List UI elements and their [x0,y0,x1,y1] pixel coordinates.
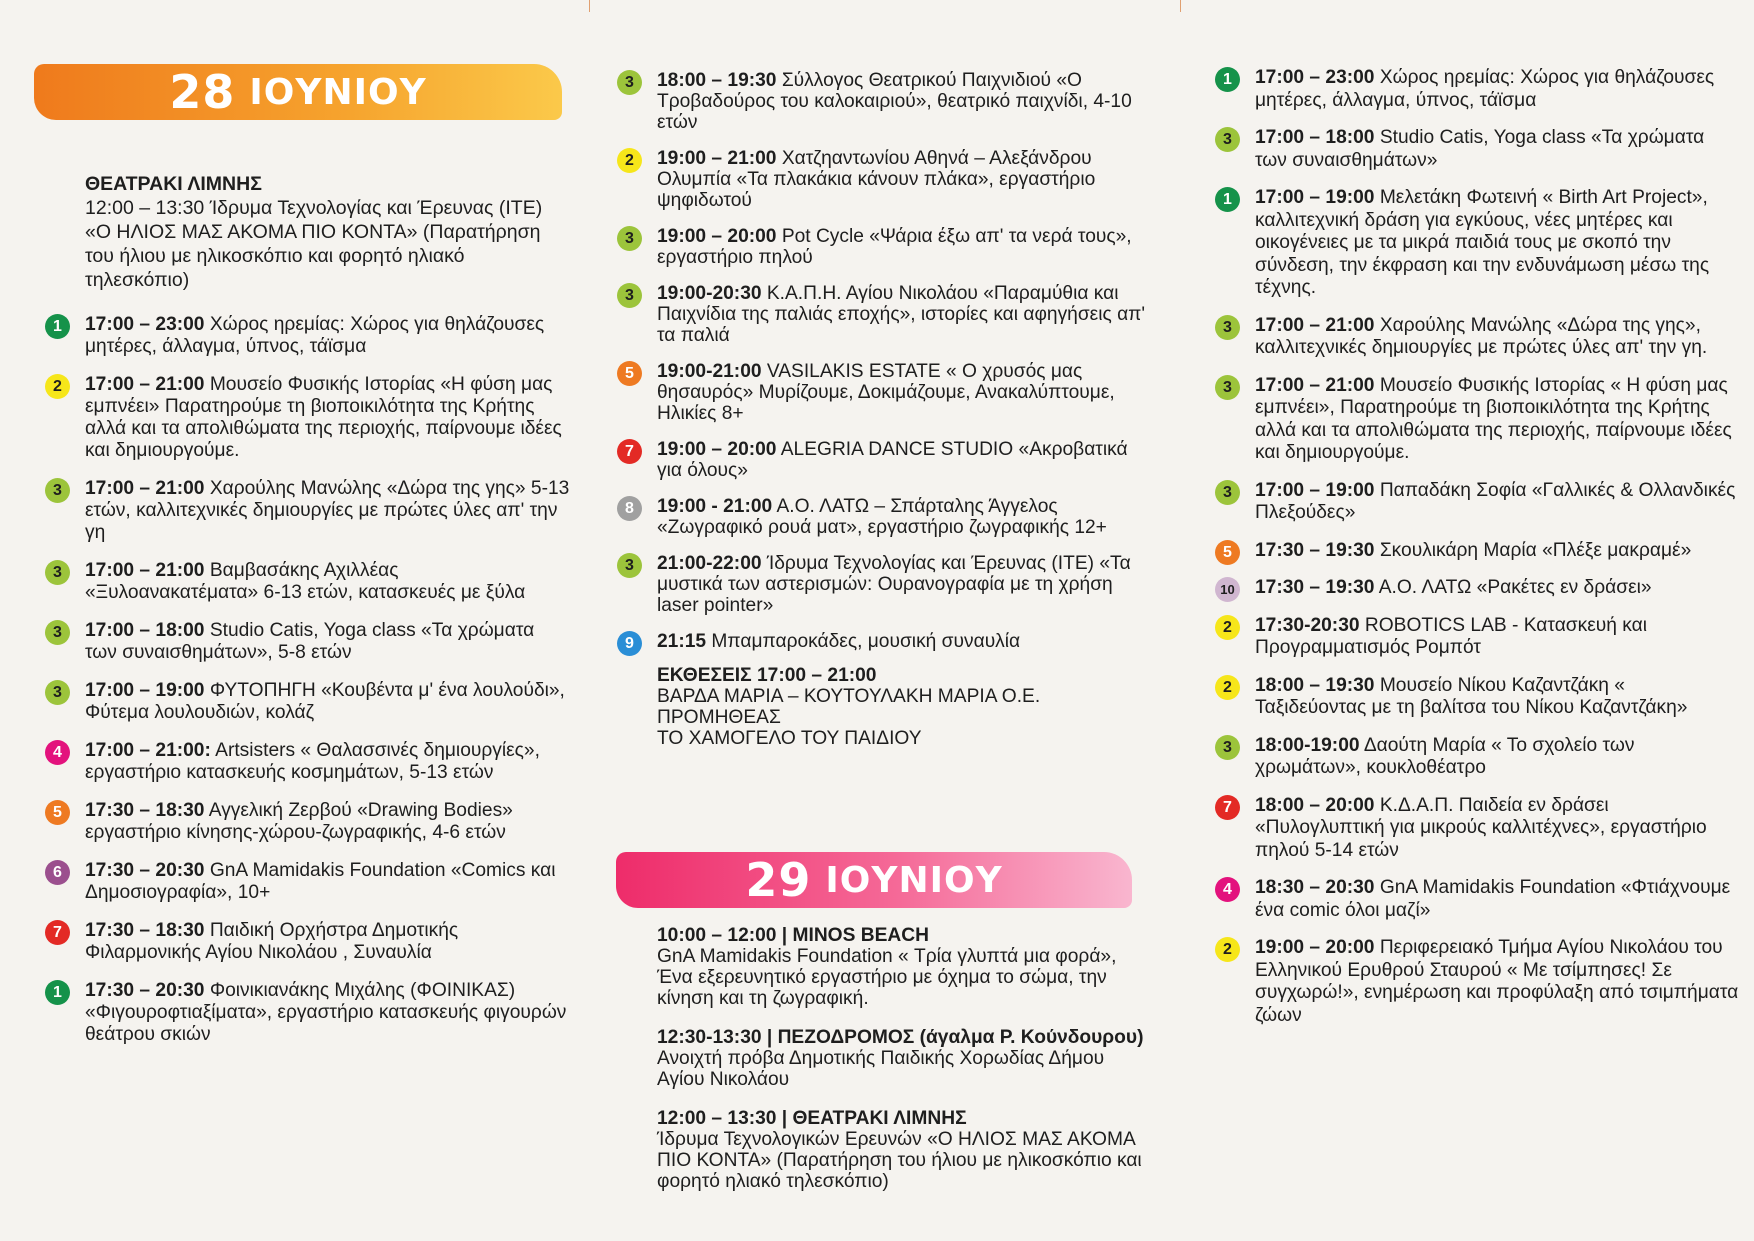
schedule-entry [35,740,570,784]
entry-description: ALEGRIA DANCE STUDIO «Ακροβατικά για όλους» [657,439,1128,481]
schedule-entry [607,553,1147,616]
category-number-badge: 4 [1215,877,1240,902]
entry-description: Artsisters « Θαλασσινές δημιουργίες», εργαστήριο κατασκευής κοσμημάτων, 5-13 ετών [85,740,540,783]
category-number-badge: 1 [45,314,70,339]
schedule-entry [35,980,570,1046]
entry-time: 17:00 – 23:00 [85,314,205,335]
entry-description: VASILAKIS ESTATE « Ο χρυσός μας θησαυρός» Μυρίζουμε, Δοκιμάζουμε, Ανακαλύπτουμε, Ηλικίες 8+ [657,361,1115,424]
category-number-badge: 3 [1215,315,1240,340]
entry-time: 18:00 – 19:30 [1255,674,1375,696]
entry-time: 17:30 – 18:30 [85,800,205,821]
entry-time: 17:00 – 21:00: [85,740,211,761]
entry-description: Ίδρυμα Τεχνολογίας και Έρευνας (ΙΤΕ) «Τα μυστικά των αστερισμών: Ουρανογραφία με τη χρήση laser pointer» [657,553,1131,616]
schedule-entry [1205,67,1740,112]
category-number-badge: 3 [1215,735,1240,760]
category-number-badge: 2 [1215,937,1240,962]
schedule-entry [1205,877,1740,922]
schedule-entry [607,148,1147,211]
category-number-badge: 9 [617,631,642,656]
intro-head: ΘΕΑΤΡΑΚΙ ΛΙΜΝΗΣ [85,173,262,195]
column-3 [1205,67,1740,1042]
entry-description: Α.Ο. ΛΑΤΩ «Ρακέτες εν δράσει» [1374,577,1652,598]
entry-time: 17:30 – 19:30 [1255,577,1375,598]
schedule-entry [607,439,1147,481]
entry-description: Παιδική Ορχήστρα Δημοτικής Φιλαρμονικής Αγίου Νικολάου , Συναυλία [85,920,459,963]
category-number-badge: 7 [1215,795,1240,820]
entry-time: 17:00 – 19:00 [1255,187,1375,208]
category-number-badge: 8 [617,496,642,521]
schedule-entry [1205,127,1740,172]
entry-time: 17:00 – 21:00 [1255,374,1375,396]
entry-description: Περιφερειακό Τμήμα Αγίου Νικολάου του Ελληνικού Ερυθρού Σταυρού « Με τσίμπησες! Σε συγχωρώ!», ενημέρωση και προφύλαξη από τσιμπήματα ζώων [1255,937,1739,1026]
banner-day: 29 [745,853,812,907]
category-number-badge: 5 [45,800,70,825]
entry-time: 19:00 – 21:00 [657,148,777,169]
entry-description: Δαούτη Μαρία « Το σχολείο των χρωμάτων», κουκλοθέατρο [1255,734,1635,778]
entry-description: Pot Cycle «Ψάρια έξω απ' τα νερά τους», εργαστήριο πηλού [657,226,1132,268]
entry-description: Μελετάκη Φωτεινή « Birth Art Project», καλλιτεχνική δράση για εγκύους, νέες μητέρες και οικογένειες με τα μικρά παιδιά τους με σκοπό την σύνδεση, την έκφραση και την ενδυνάμωση μέσω της τέχνης. [1255,187,1710,298]
entry-description: Χατζηαντωνίου Αθηνά – Αλεξάνδρου Ολυμπία «Τα πλακάκια κάνουν πλάκα», εργαστήριο ψηφιδωτού [657,148,1096,211]
entry-time: 19:00-21:00 [657,361,762,382]
category-number-badge: 4 [45,740,70,765]
column-2 [607,70,1147,767]
schedule-entry [1205,615,1740,660]
category-number-badge: 3 [1215,375,1240,400]
entry-time: 17:30 – 19:30 [1255,539,1375,561]
entry-description: Σύλλογος Θεατρικού Παιχνιδιού «Ο Τροβαδούρος του καλοκαιριού», θεατρικό παιχνίδι, 4-10 ετών [657,70,1132,133]
entry-time: 19:00 – 20:00 [657,439,777,460]
schedule-entry [1205,540,1740,563]
entry-description: ΦΥΤΟΠΗΓΗ «Κουβέντα μ' ένα λουλούδι», Φύτεμα λουλουδιών, κολάζ [85,680,565,723]
category-number-badge: 1 [45,980,70,1005]
schedule-entry [35,680,570,724]
entry-time: 18:00-19:00 [1255,734,1360,756]
banner-day: 28 [169,65,236,119]
schedule-list-28-b [607,70,1147,652]
schedule-entry [35,478,570,544]
exhibit-item: ΒΑΡΔΑ ΜΑΡΙΑ – ΚΟΥΤΟΥΛΑΚΗ ΜΑΡΙΑ Ο.Ε. [657,686,1041,707]
schedule-entry [607,283,1147,346]
entry-description: Χώρος ηρεμίας: Χώρος για θηλάζουσες μητέρες, άλλαγμα, ύπνος, τάϊσμα [85,314,545,357]
category-number-badge: 10 [1215,577,1240,602]
entry-time: 19:00-20:30 [657,283,762,304]
category-number-badge: 5 [617,361,642,386]
schedule-entry [1205,795,1740,863]
entry-description: Βαμβασάκης Αχιλλέας «Ξυλοανακατέματα» 6-13 ετών, κατασκευές με ξύλα [85,560,526,603]
exhibit-item: ΤΟ ΧΑΜΟΓΕΛΟ ΤΟΥ ΠΑΙΔΙΟΥ [657,728,922,749]
category-number-badge: 3 [1215,480,1240,505]
entry-description: Αγγελική Ζερβού «Drawing Bodies» εργαστήριο κίνησης-χώρου-ζωγραφικής, 4-6 ετών [85,800,513,843]
entry-time: 17:00 – 21:00 [85,560,205,581]
category-number-badge: 3 [45,620,70,645]
schedule-list-28-a [35,314,570,1046]
schedule-entry [35,560,570,604]
category-number-badge: 3 [45,560,70,585]
category-number-badge: 7 [617,439,642,464]
schedule-entry [35,314,570,358]
entry-time: 17:00 – 21:00 [85,374,205,395]
day29-item [607,1027,1147,1090]
entry-time: 17:30 – 18:30 [85,920,205,941]
entry-time: 21:15 [657,631,707,652]
entry-description: Α.Ο. ΛΑΤΩ – Σπάρταλης Άγγελος «Ζωγραφικό ρουά ματ», εργαστήριο ζωγραφικής 12+ [657,496,1107,538]
entry-time: 17:00 – 18:00 [1255,127,1375,148]
fold-mark-left [589,0,590,12]
entry-description: Χαρούλης Μανώλης «Δώρα της γης» 5-13 ετών, καλλιτεχνικές δημιουργίες με πρώτες ύλες απ' την γη [85,478,570,543]
schedule-entry [35,374,570,462]
entry-time: 17:00 – 19:00 [85,680,205,701]
entry-description: Παπαδάκη Σοφία «Γαλλικές & Ολλανδικές Πλεξούδες» [1255,479,1736,523]
schedule-entry [1205,577,1740,600]
category-number-badge: 3 [617,70,642,95]
entry-time: 19:00 - 21:00 [657,496,773,517]
day29-item [607,1108,1147,1192]
schedule-entry [35,800,570,844]
category-number-badge: 2 [45,374,70,399]
schedule-entry [1205,735,1740,780]
entry-time: 17:00 – 19:00 [1255,479,1375,501]
category-number-badge: 5 [1215,540,1240,565]
entry-time: 17:30 – 20:30 [85,860,205,881]
entry-time: 19:00 – 20:00 [657,226,777,247]
day29-item-text: Ανοιχτή πρόβα Δημοτικής Παιδικής Χορωδίας Δήμου Αγίου Νικολάου [657,1048,1105,1090]
schedule-entry [1205,937,1740,1027]
schedule-entry [607,226,1147,268]
day29-item-head: 10:00 – 12:00 | MINOS BEACH [657,925,929,946]
exhibits-head: ΕΚΘΕΣΕΙΣ 17:00 – 21:00 [657,665,877,686]
category-number-badge: 2 [617,148,642,173]
entry-description: Studio Catis, Yoga class «Τα χρώματα των συναισθημάτων» [1255,127,1705,171]
day29-item-text: Ίδρυμα Τεχνολογικών Ερευνών «Ο ΗΛΙΟΣ ΜΑΣ ΑΚΟΜΑ ΠΙΟ ΚΟΝΤΑ» (Παρατήρηση του ήλιου με ηλικοσκόπιο και φορητό ηλιακό τηλεσκόπιο) [657,1129,1142,1192]
entry-time: 17:00 – 23:00 [1255,67,1375,88]
entry-description: Χώρος ηρεμίας: Χώρος για θηλάζουσες μητέρες, άλλαγμα, ύπνος, τάϊσμα [1255,67,1715,111]
exhibit-item: ΠΡΟΜΗΘΕΑΣ [657,707,781,728]
category-number-badge: 3 [45,680,70,705]
schedule-entry [35,920,570,964]
entry-description: Φοινικιανάκης Μιχάλης (ΦΟΙΝΙΚΑΣ) «Φιγουροφτιαξίματα», εργαστήριο κατασκευής φιγουρών θεάτρου σκιών [85,980,567,1045]
schedule-entry [35,620,570,664]
category-number-badge: 3 [1215,127,1240,152]
schedule-entry [1205,480,1740,525]
entry-time: 17:30-20:30 [1255,614,1360,636]
entry-description: Κ.Α.Π.Η. Αγίου Νικολάου «Παραμύθια και Παιχνίδια της παλιάς εποχής», ιστορίες και αφηγήσεις απ' τα παλιά [657,283,1146,346]
schedule-entry [1205,315,1740,360]
schedule-entry [1205,675,1740,720]
schedule-entry [607,70,1147,133]
entry-time: 21:00-22:00 [657,553,762,574]
category-number-badge: 1 [1215,187,1240,212]
day29-item-head: 12:30-13:30 | ΠΕΖΟΔΡΟΜΟΣ (άγαλμα Ρ. Κούνδουρου) [657,1027,1144,1048]
schedule-entry [1205,375,1740,465]
schedule-list-29 [1205,67,1740,1027]
banner-month: ΙΟΥΝΙΟΥ [825,859,1003,901]
schedule-entry [1205,187,1740,300]
category-number-badge: 2 [1215,615,1240,640]
entry-time: 18:00 – 20:00 [1255,794,1375,816]
entry-description: Σκουλικάρη Μαρία «Πλέξε μακραμέ» [1374,539,1692,561]
day29-item [607,925,1147,1009]
schedule-entry [35,860,570,904]
exhibits-block [607,665,1147,749]
column-2-day29 [607,925,1147,1210]
category-number-badge: 3 [45,478,70,503]
banner-month: ΙΟΥΝΙΟΥ [249,71,427,113]
entry-time: 18:30 – 20:30 [1255,877,1375,898]
entry-description: ROBOTICS LAB - Κατασκευή και Προγραμματισμός Ρομπότ [1255,614,1647,658]
category-number-badge: 2 [1215,675,1240,700]
category-number-badge: 3 [617,283,642,308]
category-number-badge: 1 [1215,67,1240,92]
intro-text: 12:00 – 13:30 Ίδρυμα Τεχνολογίας και Έρευνας (ΙΤΕ) «Ο ΗΛΙΟΣ ΜΑΣ ΑΚΟΜΑ ΠΙΟ ΚΟΝΤΑ» (Παρατήρηση του ήλιου με ηλικοσκόπιο και φορητό ηλιακό τηλεσκόπιο) [85,197,543,291]
category-number-badge: 6 [45,860,70,885]
entry-time: 17:00 – 21:00 [85,478,205,499]
entry-time: 17:30 – 20:30 [85,980,205,1001]
entry-description: Κ.Δ.Α.Π. Παιδεία εν δράσει «Πυλογλυπτική για μικρούς καλλιτέχνες», εργαστήριο πηλού 5-14 ετών [1255,794,1707,861]
entry-description: Χαρούλης Μανώλης «Δώρα της γης», καλλιτεχνικές δημιουργίες με πρώτες ύλες απ' την γη. [1255,314,1708,358]
entry-description: Μουσείο Φυσικής Ιστορίας « Η φύση μας εμπνέει», Παρατηρούμε τη βιοποικιλότητα της Κρήτης αλλά και τα απολιθώματα της περιοχής, παίρνουμε ιδέες και δημιουργούμε. [1255,374,1732,463]
schedule-entry [607,631,1147,652]
category-number-badge: 3 [617,226,642,251]
entry-time: 17:00 – 21:00 [1255,314,1375,336]
entry-description: Studio Catis, Yoga class «Τα χρώματα των συναισθημάτων», 5-8 ετών [85,620,535,663]
entry-time: 18:00 – 19:30 [657,70,777,91]
entry-description: GnA Mamidakis Foundation «Comics και Δημοσιογραφία», 10+ [85,860,556,903]
entry-time: 19:00 – 20:00 [1255,937,1375,958]
day29-item-text: GnA Mamidakis Foundation « Τρία γλυπτά μια φορά», Ένα εξερευνητικό εργαστήριο με όχημα το σώμα, την κίνηση και τη ζωγραφική. [657,946,1117,1009]
day29-item-head: 12:00 – 13:30 | ΘΕΑΤΡΑΚΙ ΛΙΜΝΗΣ [657,1108,967,1129]
schedule-entry [607,496,1147,538]
entry-description: Μπαμπαροκάδες, μουσική συναυλία [706,631,1021,652]
schedule-entry [607,361,1147,424]
category-number-badge: 3 [617,553,642,578]
date-banner-28 [34,64,562,120]
category-number-badge: 7 [45,920,70,945]
fold-mark-right [1180,0,1181,12]
date-banner-29 [616,852,1132,908]
entry-description: Μουσείο Φυσικής Ιστορίας «Η φύση μας εμπνέει» Παρατηρούμε τη βιοποικιλότητα της Κρήτης αλλά και τα απολιθώματα της περιοχής, παίρνουμε ιδέες και δημιουργούμε. [85,374,562,461]
entry-description: GnA Mamidakis Foundation «Φτιάχνουμε ένα comic όλοι μαζί» [1255,877,1731,921]
intro-block [35,172,570,292]
column-1 [35,172,570,1062]
entry-description: Μουσείο Νίκου Καζαντζάκη « Ταξιδεύοντας με τη βαλίτσα του Νίκου Καζαντζάκη» [1255,674,1688,718]
entry-time: 17:00 – 18:00 [85,620,205,641]
